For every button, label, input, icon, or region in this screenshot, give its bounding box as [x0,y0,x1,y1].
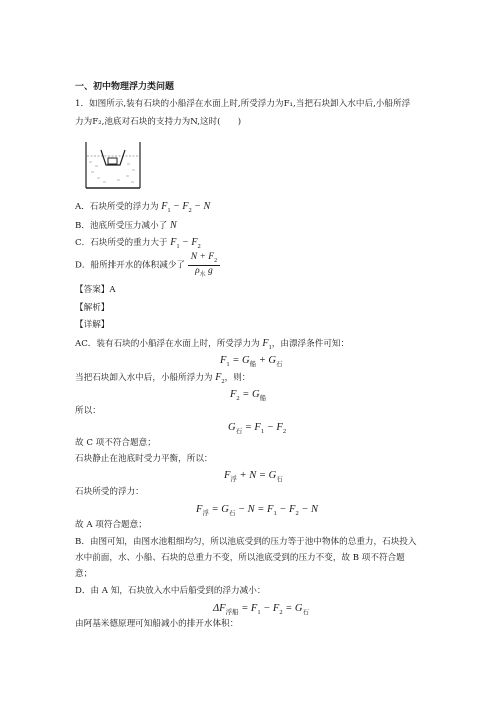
option-d-fraction: $\frac{N + F_2}{\rho_水 g}$ [188,252,220,280]
solution-line-7: 故 A 项符合题意； [75,520,147,530]
analysis-tag: 【解析】 [75,303,110,313]
question-line-2: 力为F₂,池底对石块的支持力为N,这时( ) [75,117,242,127]
solution-line-10: 意； [75,569,93,579]
option-a: A．石块所受的浮力为 $F_1 - F_2 - N$ [75,201,211,214]
solution-line-11: D．由 A 知，石块放入水中后船受到的浮力减小： [75,586,266,596]
answer-tag: 【答案】A [75,285,116,295]
solution-line-2: 当把石块卸入水中后，小船所浮力为 $F_2$，则： [75,372,251,385]
solution-line-8: B．由图可知，由图水池粗细均匀，所以池底受到的压力等于池中物体的总重力，石块投入 [75,537,417,547]
solution-line-12: 由阿基米德原理可知船减小的排开水体积： [75,619,239,629]
solution-line-4: 故 C 项不符合题意； [75,438,156,448]
equation-2: $F_2 = G_船$ [230,389,267,403]
solution-line-9: 水中前面，水、小船、石块的总重力不变，所以池底受到的压力不变，故 B 项不符合题 [75,553,405,563]
equation-1: $F_1 = G_船 + G_石$ [220,355,283,369]
option-c: C．石块所受的重力大于 $F_1 - F_2$ [75,237,201,250]
detail-tag: 【详解】 [75,320,110,330]
solution-line-6: 石块所受的浮力： [75,487,144,497]
solution-line-5: 石块静止在池底时受力平衡，所以： [75,454,213,464]
option-d: D．船所排开水的体积减少了 $\frac{N + F_2}{\rho_水 g}$ [75,252,220,280]
equation-6: $\Delta F_{浮船} = F_1 - F_2 = G_石$ [213,603,309,617]
solution-line-3: 所以： [75,406,101,416]
question-line-1: 1．如图所示,装有石块的小船浮在水面上时,所受浮力为F₁,当把石块卸入水中后,小船所浮 [75,99,411,109]
equation-3: $G_石 = F_1 - F_2$ [228,422,287,436]
boat-container-diagram [83,140,143,190]
option-b: B．池底所受压力减小了 N [75,220,177,231]
equation-5: $F_浮 = G_石 - N = F_1 - F_2 - N$ [196,504,319,518]
section-title: 一、初中物理浮力类问题 [75,82,175,92]
equation-4: $F_浮 + N = G_石$ [224,470,283,484]
solution-line-1: AC．装有石块的小船浮在水面上时，所受浮力为 $F_1$，由漂浮条件可知： [75,338,350,351]
